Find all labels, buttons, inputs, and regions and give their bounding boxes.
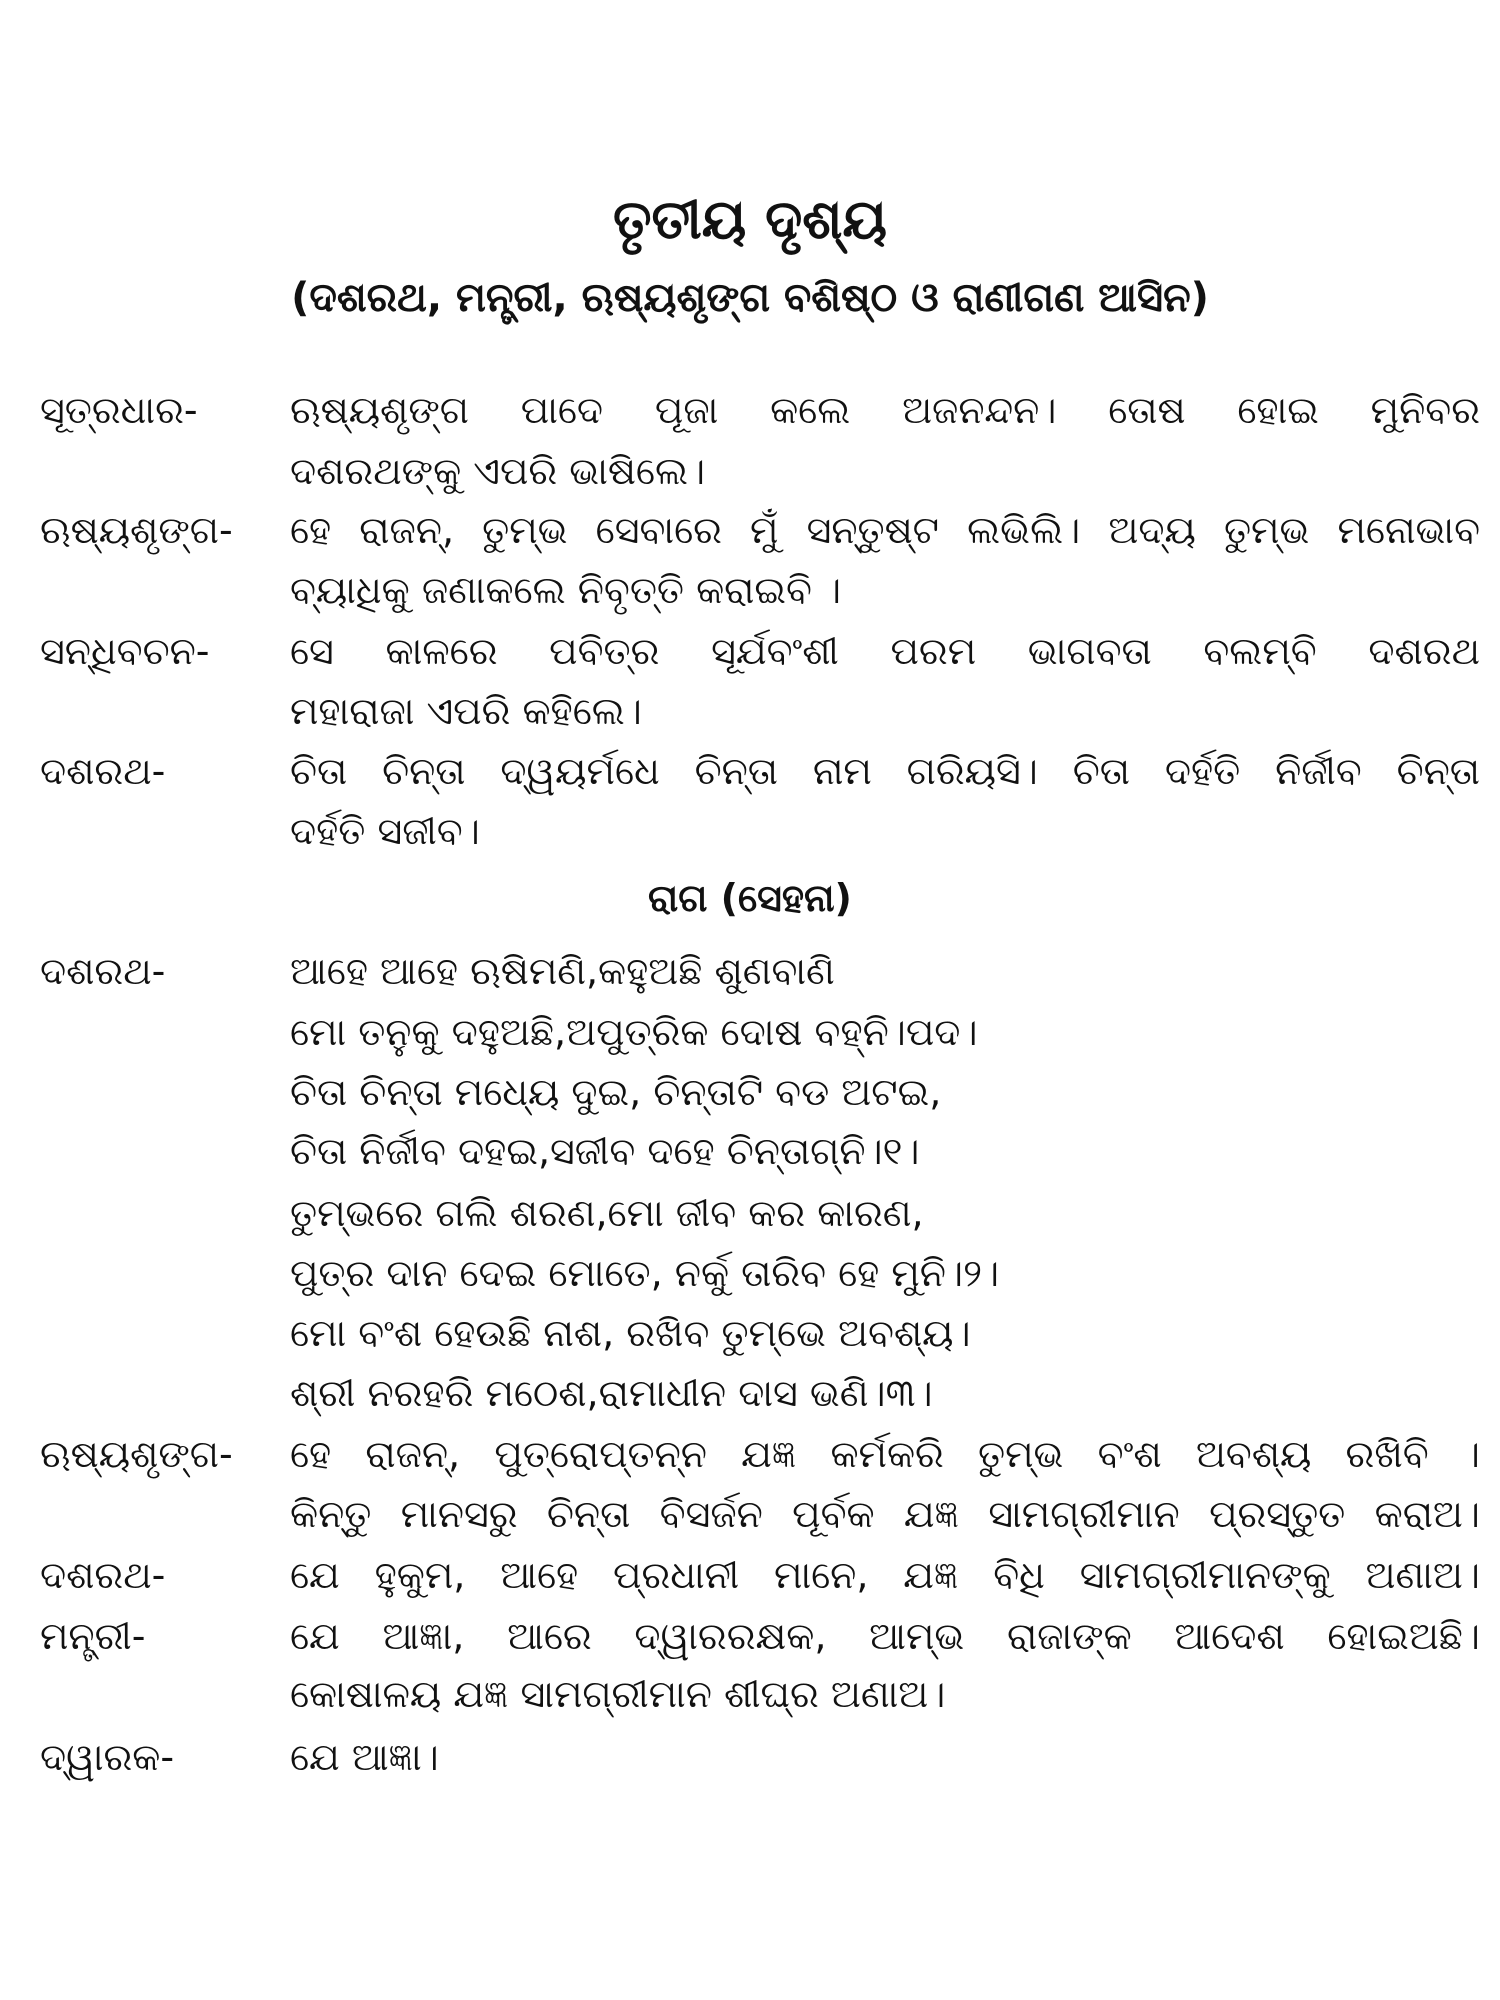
dialogue-text: ସେ କାଳରେ ପବିତ୍ର ସୂର୍ଯବଂଶୀ ପରମ ଭାଗବତା ବଲମ୍ବି ଦଶରଥ (290, 629, 1480, 673)
dialogue-row (0, 1484, 1500, 1544)
dialogue-text: ଆହେ ଆହେ ଋଷିମଣି,କହୁଅଛି ଶୁଣବାଣି (290, 949, 835, 993)
speaker-name: ସୂତ୍ରଧାର- (40, 388, 198, 432)
raga-heading: ରାଗ (ସେହନା) (648, 876, 852, 920)
dialogue-row (0, 681, 1500, 741)
dialogue-row (0, 741, 1500, 801)
scene-subtitle: (ଦଶରଥ, ମନ୍ତ୍ରୀ, ଋଷ୍ୟଶୃଙ୍ଗ ବଶିଷ୍ଠ ଓ ରାଣୀଗଣ ଆସିନ) (291, 275, 1209, 321)
dialogue-text: ଯେ ଆଜ୍ଞା। (290, 1735, 439, 1779)
dialogue-text: ଦର୍ହତି ସଜୀବ। (290, 809, 480, 853)
dialogue-row (0, 560, 1500, 620)
dialogue-row (0, 380, 1500, 440)
dialogue-text: ଯେ ଆଜ୍ଞା, ଆରେ ଦ୍ୱାରରକ୍ଷକ, ଆମ୍ଭ ରାଜାଙ୍କ ଆଦେଶ ହୋଇଅଛି। (290, 1614, 1480, 1658)
dialogue-row (0, 941, 1500, 1001)
dialogue-row (0, 801, 1500, 861)
dialogue-text: ଚିତା ନିର୍ଜୀବ ଦହଇ,ସଜୀବ ଦହେ ଚିନ୍ତାଗ୍ନି।୧। (290, 1129, 920, 1173)
dialogue-text: ଶ୍ରୀ ନରହରି ମଠେଶ,ରାମାଧୀନ ଦାସ ଭଣି।୩। (290, 1371, 933, 1415)
dialogue-text: ତୁମ୍ଭରେ ଗଲି ଶରଣ,ମୋ ଜୀବ କର କାରଣ, (290, 1191, 924, 1235)
speaker-name: ଋଷ୍ୟଶୃଙ୍ଗ- (40, 508, 233, 552)
dialogue-text: ବ୍ୟାଧିକୁ ଜଣାକଲେ ନିବୃତ୍ତି କରାଇବି । (290, 568, 842, 612)
speaker-name: ଦ୍ୱାରକ- (40, 1735, 175, 1779)
speaker-name: ସନ୍ଧିବଚନ- (40, 629, 210, 673)
speaker-name: ଦଶରଥ- (40, 949, 166, 993)
dialogue-text: ହେ ରାଜନ୍, ତୁମ୍ଭ ସେବାରେ ମୁଁ ସନ୍ତୁଷ୍ଟ ଲଭିଲି। ଅଦ୍ୟ ତୁମ୍ଭ ମନୋଭାବ (290, 508, 1480, 552)
dialogue-text: କିନ୍ତୁ ମାନସରୁ ଚିନ୍ତା ବିସର୍ଜନ ପୂର୍ବକ ଯଜ୍ଞ ସାମଗ୍ରୀମାନ ପ୍ରସ୍ତୁତ କରାଅ। (290, 1492, 1480, 1536)
dialogue-text: ହେ ରାଜନ୍, ପୁତ୍ରୋପ୍ତନ୍ନ ଯଜ୍ଞ କର୍ମକରି ତୁମ୍ଭ ବଂଶ ଅବଶ୍ୟ ରଖିବି । (290, 1432, 1480, 1476)
dialogue-text: ମୋ ବଂଶ ହେଉଛି ନାଶ, ରଖିବ ତୁମ୍ଭେ ଅବଶ୍ୟ। (290, 1311, 971, 1355)
dialogue-row (0, 1002, 1500, 1062)
dialogue-text: ଯେ ହୁକୁମ, ଆହେ ପ୍ରଧାନୀ ମାନେ, ଯଜ୍ଞ ବିଧି ସାମଗ୍ରୀମାନଙ୍କୁ ଅଣାଅ। (290, 1553, 1480, 1597)
dialogue-row (0, 1424, 1500, 1484)
dialogue-row (0, 1062, 1500, 1122)
dialogue-row (0, 1121, 1500, 1181)
dialogue-row (0, 1303, 1500, 1363)
dialogue-row (0, 1664, 1500, 1724)
dialogue-row (0, 1545, 1500, 1605)
dialogue-row (0, 1183, 1500, 1243)
speaker-name: ଋଷ୍ୟଶୃଙ୍ଗ- (40, 1432, 233, 1476)
dialogue-text: ଚିତା ଚିନ୍ତା ଦ୍ୱୟର୍ମଧେ ଚିନ୍ତା ନାମ ଗରିୟସି। ଚିତା ଦର୍ହତି ନିର୍ଜୀବ ଚିନ୍ତା (290, 749, 1480, 793)
dialogue-row (0, 1727, 1500, 1787)
dialogue-text: କୋଷାଳୟ ଯଜ୍ଞ ସାମଗ୍ରୀମାନ ଶୀଘ୍ର ଅଣାଅ। (290, 1672, 946, 1716)
dialogue-text: ମହାରାଜା ଏପରି କହିଲେ। (290, 689, 642, 733)
dialogue-text: ଋଷ୍ୟଶୃଙ୍ଗ ପାଦେ ପୂଜା କଲେ ଅଜନନ୍ଦନ। ତୋଷ ହୋଇ ମୁନିବର (290, 388, 1480, 432)
dialogue-row (0, 1606, 1500, 1666)
dialogue-row (0, 441, 1500, 501)
dialogue-row (0, 1243, 1500, 1303)
dialogue-row (0, 1363, 1500, 1423)
dialogue-text: ପୁତ୍ର ଦାନ ଦେଇ ମୋତେ, ନର୍କୁ ତାରିବ ହେ ମୁନି।୨। (290, 1251, 1000, 1295)
speaker-name: ଦଶରଥ- (40, 1553, 166, 1597)
dialogue-row (0, 621, 1500, 681)
dialogue-row (0, 500, 1500, 560)
dialogue-text: ଦଶରଥଙ୍କୁ ଏପରି ଭାଷିଲେ। (290, 449, 706, 493)
speaker-name: ଦଶରଥ- (40, 749, 166, 793)
speaker-name: ମନ୍ତ୍ରୀ- (40, 1614, 146, 1658)
dialogue-text: ମୋ ତନୁକୁ ଦହୁଅଛି,ଅପୁତ୍ରିକ ଦୋଷ ବହ୍ନି।ପଦ। (290, 1010, 978, 1054)
dialogue-text: ଚିତା ଚିନ୍ତା ମଧ୍ୟେ ଦୁଇ, ଚିନ୍ତାଟି ବଡ ଅଟଇ, (290, 1070, 942, 1114)
scene-title: ତୃତୀୟ ଦୃଶ୍ୟ (612, 188, 887, 251)
